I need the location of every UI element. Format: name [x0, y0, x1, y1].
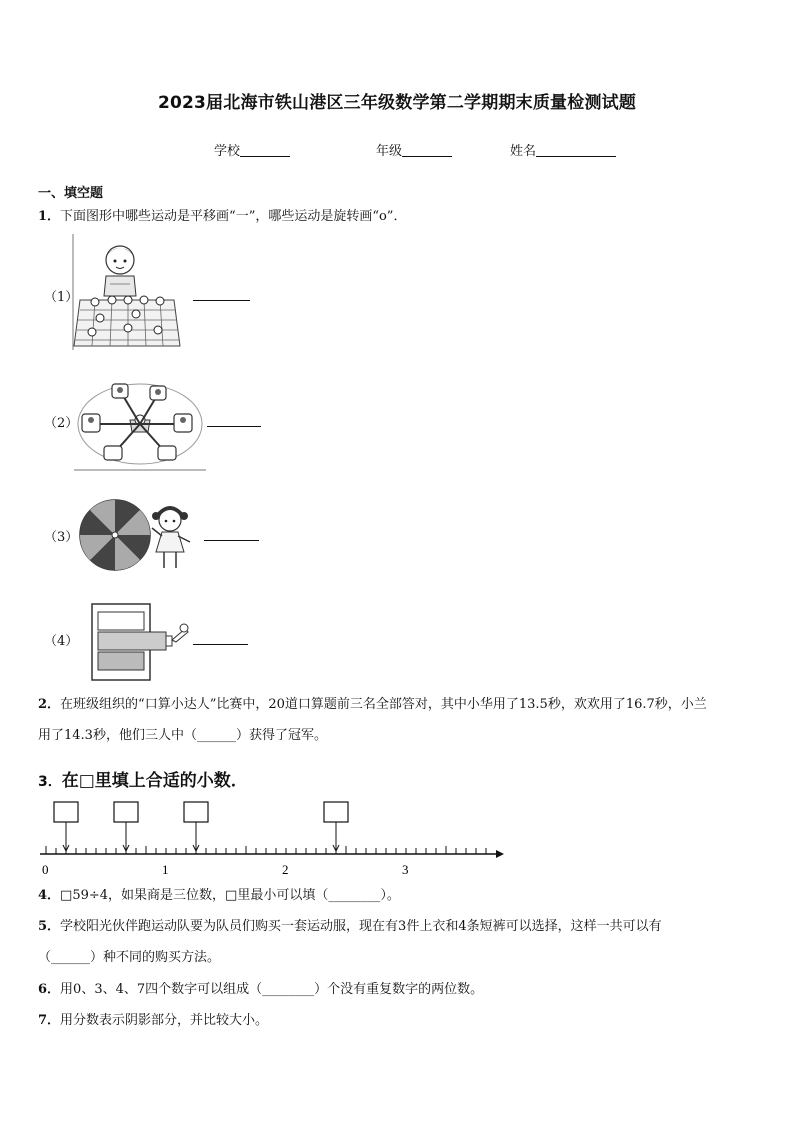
q1-item-label-4: （4） — [44, 634, 79, 649]
question-6 — [38, 982, 483, 998]
q1-item-label-1: （1） — [44, 290, 79, 305]
school-blank[interactable] — [240, 143, 290, 157]
question-3 — [38, 766, 248, 791]
q1-answer-blank-4[interactable] — [193, 644, 248, 645]
tick-label-2: 2 — [282, 862, 289, 877]
name-label: 姓名 — [510, 144, 537, 159]
question-4 — [38, 888, 400, 904]
chess-boy-image — [70, 234, 182, 352]
q1-item-label-3: （3） — [44, 530, 79, 545]
question-text: 用0、3、4、7四个数字可以组成（________）个没有重复数字的两位数。 — [60, 982, 484, 997]
page-title: 2023届北海市铁山港区三年级数学第二学期期末质量检测试题 — [157, 93, 637, 113]
school-field — [214, 140, 290, 159]
question-text-line-1: 学校阳光伙伴跑运动队要为队员们购买一套运动服，现在有3件上衣和4条短裤可以选择，这样一共可以有 — [60, 919, 662, 934]
question-2-cont: 用了14.3秒，他们三人中（______）获得了冠军。 — [38, 728, 327, 743]
tick-label-0: 0 — [42, 862, 49, 877]
question-text: □59÷4，如果商是三位数，□里最小可以填（________）。 — [60, 888, 400, 903]
answer-box[interactable] — [324, 802, 348, 822]
question-number: 4． — [38, 888, 61, 903]
name-blank[interactable] — [536, 143, 616, 157]
question-number: 3． — [38, 774, 62, 790]
spinner-girl-image — [78, 498, 200, 576]
answer-box[interactable] — [114, 802, 138, 822]
section-heading: 一、填空题 — [38, 186, 104, 201]
name-field — [510, 140, 616, 159]
question-text-line-1: 在班级组织的“口算小达人”比赛中，20道口算题前三名全部答对，其中小华用了13.5秒，欢欢用了16.7秒，小兰 — [60, 697, 707, 712]
q1-answer-blank-2[interactable] — [207, 426, 261, 427]
question-text: 在□里填上合适的小数． — [61, 771, 248, 791]
grade-label: 年级 — [376, 144, 403, 159]
question-text: 用分数表示阴影部分，并比较大小。 — [60, 1013, 269, 1028]
answer-box[interactable] — [54, 802, 78, 822]
rotating-ride-image — [70, 376, 208, 472]
q1-answer-blank-3[interactable] — [204, 540, 259, 541]
question-1 — [38, 209, 406, 225]
grade-field — [376, 140, 452, 159]
grade-blank[interactable] — [402, 143, 452, 157]
tick-label-3: 3 — [402, 862, 409, 877]
question-5 — [38, 919, 760, 935]
drawer-image — [88, 602, 192, 682]
axis-arrow — [496, 850, 504, 858]
school-label: 学校 — [214, 144, 241, 159]
question-7 — [38, 1013, 268, 1029]
q1-answer-blank-1[interactable] — [193, 300, 250, 301]
question-number: 7． — [38, 1013, 61, 1028]
question-2 — [38, 697, 760, 713]
question-number: 2． — [38, 697, 61, 712]
number-line — [34, 800, 506, 880]
tick-label-1: 1 — [162, 862, 169, 877]
question-number: 1． — [38, 209, 61, 224]
question-number: 6． — [38, 982, 61, 997]
answer-box[interactable] — [184, 802, 208, 822]
question-5-cont: （______）种不同的购买方法。 — [38, 950, 221, 965]
q1-item-label-2: （2） — [44, 416, 79, 431]
question-text: 下面图形中哪些运动是平移画“一”，哪些运动是旋转画“o”． — [60, 209, 407, 224]
question-number: 5． — [38, 919, 61, 934]
